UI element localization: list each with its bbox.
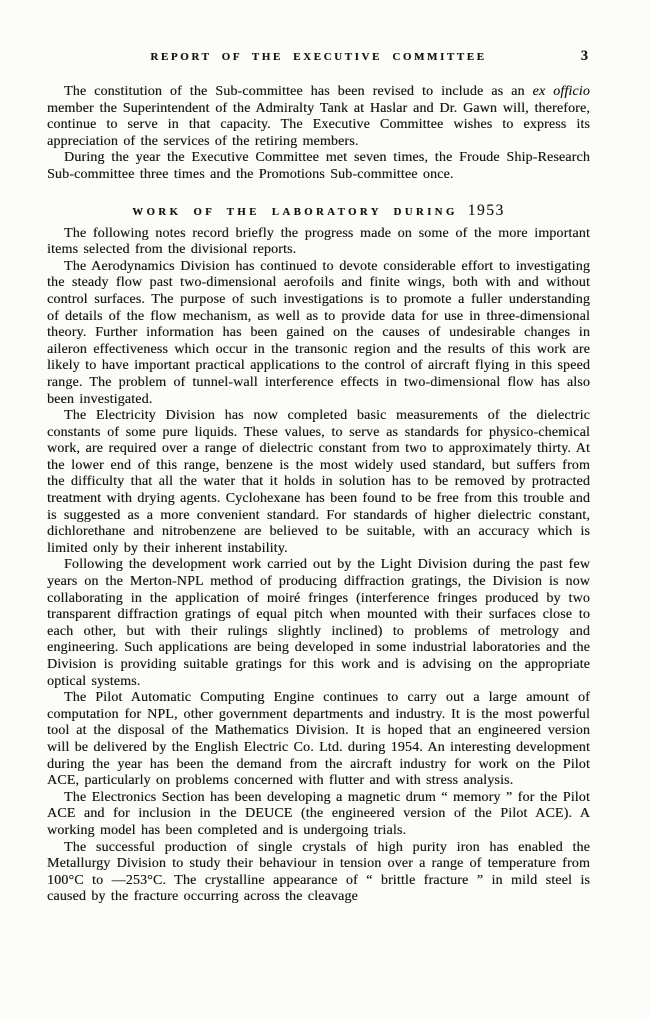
paragraph-constitution (47, 84, 590, 150)
paragraph-metallurgy-division: The successful production of single crystals of high purity iron has enabled the Metallurgy Division to study their behaviour in tension over a range of temperature from 100°C to —253°C. The crystalline appearance of “ brittle fracture ” in mild steel is caused by the fracture occurring across the cleavage (47, 839, 590, 905)
section-heading-year: 1953 (467, 201, 505, 219)
section-heading (47, 199, 590, 221)
page-number: 3 (580, 48, 588, 64)
page-body (47, 84, 590, 906)
paragraph-aerodynamics-division: The Aerodynamics Division has continued to devote considerable effort to investigating the steady flow past two-dimensional aerofoils and finite wings, both with and without control surfaces. The purpose of such investigations is to promote a fuller understanding of details of the flow mechanism, as well as to provide data for use in three-dimensional theory. Further information has been gained on the causes of undesirable changes in aileron effectiveness which occur in the transonic region and the results of this work are likely to have important practical applications to the control of aircraft flying in this speed range. The problem of tunnel-wall interference effects in two-dimensional flow has also been investigated. (47, 258, 590, 407)
paragraph-meetings: During the year the Executive Committee met seven times, the Froude Ship-Research Sub-committee three times and the Promotions Sub-committee once. (47, 150, 590, 182)
paragraph-constitution-pre: The constitution of the Sub-committee has been revised to include as an (64, 84, 533, 99)
paragraph-divisional-notes: The following notes record briefly the progress made on some of the more important items selected from the divisional reports. (47, 225, 590, 258)
ex-officio-italic: ex officio (532, 84, 590, 99)
paragraph-pilot-ace: The Pilot Automatic Computing Engine continues to carry out a large amount of computation for NPL, other government departments and industry. It is the most powerful tool at the disposal of the Mathematics Division. It is hoped that an engineered version will be delivered by the English Electric Co. Ltd. during 1954. An interesting development during the year has been the demand from the aircraft industry for work on the Pilot ACE, particularly on problems concerned with flutter and with stress analysis. (47, 690, 590, 789)
section-heading-text: WORK OF THE LABORATORY DURING (132, 205, 458, 218)
page-header (47, 48, 590, 67)
paragraph-constitution-post: member the Superintendent of the Admiralty Tank at Haslar and Dr. Gawn will, therefore, continue to serve in that capacity. The Executive Committee wishes to express its appreciation of the services of the retiring members. (47, 100, 590, 149)
paragraph-electricity-division: The Electricity Division has now completed basic measurements of the dielectric constants of some pure liquids. These values, to serve as standards for physico-chemical work, are required over a range of dielectric constant from two to approximately thirty. At the lower end of this range, benzene is the most widely used standard, but suffers from the difficulty that all the water that it holds in solution has to be removed by protracted treatment with drying agents. Cyclohexane has been found to be free from this trouble and is suggested as a more convenient standard. For standards of higher dielectric constant, dichlorethane and nitrobenzene are believed to be suitable, with an accuracy which is limited only by their inherent instability. (47, 408, 590, 556)
paragraph-electronics-section: The Electronics Section has been developing a magnetic drum “ memory ” for the Pilot ACE and for inclusion in the DEUCE (the engineered version of the Pilot ACE). A working model has been completed and is undergoing trials. (47, 789, 590, 838)
paragraph-light-division: Following the development work carried out by the Light Division during the past few years on the Merton-NPL method of producing diffraction gratings, the Division is now collaborating in the application of moiré fringes (interference fringes produced by two transparent diffraction gratings of equal pitch when mounted with their surfaces close to each other, but with their rulings slightly inclined) to problems of metrology and engineering. Such applications are being developed in some industrial laboratories and the Division is providing suitable gratings for this work and is advising on the appropriate optical systems. (47, 557, 590, 689)
running-title: REPORT OF THE EXECUTIVE COMMITTEE (150, 51, 487, 63)
